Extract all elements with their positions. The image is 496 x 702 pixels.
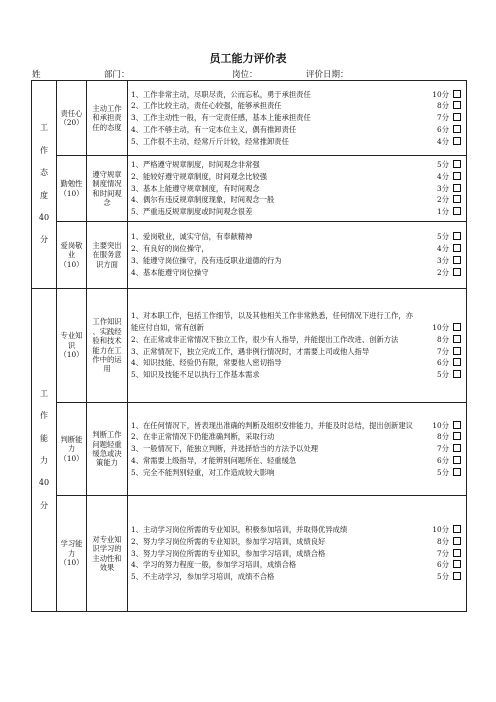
rating-score[interactable] [437, 194, 461, 206]
rating-option-text: 1、工作非常主动，尽职尽责，公而忘私，勇于承担责任 [131, 89, 311, 99]
rating-options [128, 81, 467, 156]
score-checkbox[interactable] [453, 323, 461, 331]
rating-option [131, 443, 463, 455]
rating-option [131, 255, 463, 267]
category-spacer [32, 179, 56, 191]
score-checkbox[interactable] [453, 113, 461, 121]
criterion-name: 爱岗敬 业 （10） [57, 222, 87, 289]
rating-score[interactable] [437, 369, 461, 381]
criterion-name: 责任心 （20） [57, 81, 87, 156]
score-value: 7分 [437, 113, 449, 123]
score-value: 5分 [437, 467, 449, 477]
rating-option [131, 310, 463, 334]
rating-option [131, 431, 463, 443]
category-spacer [32, 422, 56, 434]
score-checkbox[interactable] [453, 268, 461, 276]
criterion-description: 遵守规章 制度情况 和时间观 念 [87, 156, 128, 222]
rating-score[interactable] [437, 357, 461, 369]
rating-score[interactable] [437, 334, 461, 346]
score-value: 10分 [432, 525, 449, 534]
rating-score[interactable] [437, 443, 461, 455]
rating-option [131, 334, 463, 346]
rating-option-text: 3、能遵守岗位操守，没有违反职业道德的行为 [131, 256, 282, 265]
name-label: 姓 [32, 70, 41, 80]
score-checkbox[interactable] [453, 421, 461, 429]
category-spacer [32, 156, 56, 168]
score-value: 5分 [437, 572, 449, 582]
score-checkbox[interactable] [453, 160, 461, 168]
score-value: 10分 [432, 420, 449, 430]
rating-options [128, 496, 467, 612]
rating-option-text: 1、对本职工作，包括工作细节，以及其他相关工作非常熟悉，任何情况下进行工作，亦能应付自如，常有创新 [131, 311, 413, 332]
rating-option [131, 548, 463, 560]
score-checkbox[interactable] [453, 468, 461, 476]
score-checkbox[interactable] [453, 525, 461, 533]
rating-option-text: 2、努力学习岗位所需的专业知识，参加学习培训，成绩良好 [131, 536, 326, 546]
score-value: 5分 [437, 232, 449, 242]
category-cell [32, 289, 57, 612]
score-checkbox[interactable] [453, 232, 461, 240]
score-value: 4分 [437, 244, 449, 254]
rating-score[interactable] [432, 89, 461, 101]
rating-score[interactable] [437, 231, 461, 243]
score-value: 4分 [437, 136, 449, 146]
rating-option-text: 5、工作很不主动，经常斤斤计较，经常推卸责任 [131, 136, 289, 146]
criteria-row [32, 156, 467, 222]
rating-option [131, 346, 463, 358]
category-spacer [32, 134, 56, 146]
category-spacer [32, 444, 56, 456]
rating-option [131, 159, 463, 171]
rating-option [131, 467, 463, 479]
rating-options [128, 222, 467, 289]
category-spacer [32, 466, 56, 478]
rating-option-text: 1、爱岗敬业，诚实守信，有奉献精神 [131, 232, 253, 242]
score-value: 2分 [437, 267, 449, 277]
rating-option [131, 243, 463, 255]
rating-option [131, 124, 463, 136]
rating-option [131, 171, 463, 183]
score-checkbox[interactable] [453, 172, 461, 180]
score-value: 1分 [437, 207, 449, 217]
rating-score[interactable] [437, 255, 461, 267]
criterion-description: 对专业知 识学习的 主动性和 效果 [87, 496, 128, 612]
rating-option [131, 524, 463, 536]
rating-option [131, 536, 463, 548]
score-checkbox[interactable] [453, 256, 461, 264]
rating-option-text: 4、常需要上级指导，才能辨别问题所在、轻重缓急 [131, 455, 297, 465]
rating-option [131, 420, 463, 432]
rating-option-text: 1、严格遵守规章制度，时间观念非常强 [131, 160, 260, 169]
evaluation-date-label: 评价日期： [306, 70, 349, 80]
category-cell [32, 81, 57, 289]
rating-options [128, 156, 467, 222]
category-spacer [32, 223, 56, 235]
category-char: 分 [40, 500, 48, 510]
score-checkbox[interactable] [453, 456, 461, 464]
rating-option [131, 267, 463, 279]
rating-option [131, 100, 463, 112]
score-value: 8分 [437, 101, 449, 111]
rating-option-text: 5、严重违反规章制度或时间观念很差 [131, 207, 253, 217]
score-checkbox[interactable] [453, 572, 461, 580]
rating-score[interactable] [437, 455, 461, 467]
rating-option [131, 89, 463, 101]
rating-option-text: 3、一般情况下，能独立判断，并选择恰当的方法予以处理 [131, 444, 319, 454]
criteria-row [32, 289, 467, 403]
criteria-row [32, 403, 467, 496]
rating-score[interactable] [437, 559, 461, 571]
rating-option-text: 3、工作主动性一般，有一定责任感，基本上能承担责任 [131, 113, 311, 123]
score-value: 3分 [437, 256, 449, 265]
rating-option [131, 369, 463, 381]
rating-option-text: 4、工作不够主动，有一定本位主义，偶有推卸责任 [131, 124, 297, 134]
score-checkbox[interactable] [453, 90, 461, 98]
rating-score[interactable] [432, 524, 461, 536]
score-checkbox[interactable] [453, 444, 461, 452]
criterion-description: 工作知识 、实践经 验和技术 能力在工 作中的运 用 [87, 289, 128, 403]
rating-score[interactable] [437, 183, 461, 195]
score-value: 8分 [437, 536, 449, 546]
rating-score[interactable] [437, 548, 461, 560]
rating-option-text: 3、努力学习岗位所需的专业知识，参加学习培训，成绩合格 [131, 548, 326, 558]
score-value: 10分 [432, 322, 449, 332]
category-char: 能 [40, 433, 48, 443]
score-value: 4分 [437, 171, 449, 181]
category-spacer [32, 399, 56, 411]
rating-option [131, 559, 463, 571]
score-checkbox[interactable] [453, 560, 461, 568]
rating-option [131, 112, 463, 124]
rating-option [131, 231, 463, 243]
score-checkbox[interactable] [453, 335, 461, 343]
score-value: 2分 [437, 195, 449, 205]
rating-option-text: 2、在非正常情况下仍能准确判断，采取行动 [131, 432, 275, 442]
rating-option [131, 194, 463, 206]
category-char: 分 [40, 235, 48, 245]
rating-score[interactable] [437, 100, 461, 112]
rating-option [131, 455, 463, 467]
category-spacer [32, 489, 56, 501]
score-checkbox[interactable] [453, 184, 461, 192]
rating-option-text: 4、偶尔有违反规章制度现象，时间观念一般 [131, 195, 275, 205]
rating-score[interactable] [437, 206, 461, 218]
category-char: 态 [40, 168, 48, 178]
criterion-description: 主动工作 和承担责 任的态度 [87, 81, 128, 156]
rating-option [131, 571, 463, 583]
score-checkbox[interactable] [453, 195, 461, 203]
rating-option [131, 183, 463, 195]
score-value: 3分 [437, 183, 449, 193]
score-checkbox[interactable] [453, 207, 461, 215]
criteria-row [32, 222, 467, 289]
post-label: 岗位： [232, 70, 258, 80]
rating-option-text: 1、主动学习岗位所需的专业知识，积极参加培训，并取得优异成绩 [131, 525, 348, 534]
rating-option-text: 4、知识技能、经验仍有限，常要他人密切指导 [131, 358, 282, 368]
category-char: 作 [40, 411, 48, 421]
criterion-description: 主要突出 在服务意 识方面 [87, 222, 128, 289]
rating-score[interactable] [437, 467, 461, 479]
criterion-name: 勤勉性 （10） [57, 156, 87, 222]
criteria-row [32, 496, 467, 612]
rating-option-text: 5、完全不能判别轻重，对工作造成较大影响 [131, 467, 275, 477]
rating-option-text: 2、在正常或非正常情况下独立工作，很少有人指导，并能提出工作改进、创新方法 [131, 334, 399, 344]
rating-score[interactable] [437, 112, 461, 124]
criterion-name: 学习能 力 （10） [57, 496, 87, 612]
score-value: 7分 [437, 548, 449, 558]
score-value: 10分 [432, 89, 449, 99]
category-char: 度 [40, 190, 48, 200]
rating-options [128, 403, 467, 496]
criterion-description: 判断工作 问题轻重 缓急或决 策能力 [87, 403, 128, 496]
rating-score[interactable] [437, 159, 461, 171]
rating-option [131, 357, 463, 369]
rating-option-text: 3、正常情况下，独立完成工作，遇非例行情况时，才需要上司或他人指导 [131, 346, 370, 356]
score-value: 8分 [437, 334, 449, 344]
score-value: 6分 [437, 358, 449, 368]
score-checkbox[interactable] [453, 358, 461, 366]
category-char: 40 [38, 212, 50, 222]
score-checkbox[interactable] [453, 537, 461, 545]
rating-score[interactable] [437, 124, 461, 136]
score-checkbox[interactable] [453, 347, 461, 355]
rating-score[interactable] [437, 171, 461, 183]
score-checkbox[interactable] [453, 125, 461, 133]
rating-score[interactable] [437, 243, 461, 255]
criterion-name: 专业知 识 （10） [57, 289, 87, 403]
score-value: 5分 [437, 160, 449, 169]
criteria-row [32, 81, 467, 156]
form-title: 员工能力评价表 [209, 52, 287, 65]
score-value: 6分 [437, 455, 449, 465]
rating-option-text: 4、学习的努力程度一般，参加学习培训，成绩合格 [131, 560, 297, 570]
category-char: 40 [38, 478, 50, 488]
rating-score[interactable] [437, 346, 461, 358]
score-value: 5分 [437, 370, 449, 380]
rating-option-text: 2、有良好的岗位操守， [131, 244, 209, 254]
rating-option-text: 2、能较好遵守规章制度，时间观念比较强 [131, 171, 267, 181]
rating-score[interactable] [437, 571, 461, 583]
category-char: 作 [40, 145, 48, 155]
score-checkbox[interactable] [453, 244, 461, 252]
rating-score[interactable] [437, 136, 461, 148]
score-value: 6分 [437, 124, 449, 134]
score-value: 7分 [437, 444, 449, 454]
category-char: 工 [40, 388, 48, 398]
department-label: 部门： [104, 70, 130, 80]
criterion-name: 判断能 力 （10） [57, 403, 87, 496]
rating-score[interactable] [437, 431, 461, 443]
evaluation-table [31, 80, 467, 612]
score-value: 8分 [437, 432, 449, 442]
score-checkbox[interactable] [453, 101, 461, 109]
rating-option-text: 1、在任何情况下，皆表现出准确的判断及组织安排能力，并能及时总结，提出创新建议 [131, 420, 413, 430]
score-value: 7分 [437, 346, 449, 356]
score-checkbox[interactable] [453, 549, 461, 557]
rating-option-text: 5、知识及技能不足以执行工作基本需求 [131, 370, 260, 380]
rating-score[interactable] [437, 536, 461, 548]
score-checkbox[interactable] [453, 432, 461, 440]
rating-option-text: 4、基本能遵守岗位操守 [131, 267, 209, 277]
rating-option-text: 3、基本上能遵守规章制度，有时间观念 [131, 183, 260, 193]
rating-score[interactable] [437, 267, 461, 279]
score-checkbox[interactable] [453, 370, 461, 378]
rating-option [131, 136, 463, 148]
rating-score[interactable] [432, 322, 461, 334]
rating-option [131, 206, 463, 218]
category-char: 力 [40, 456, 48, 465]
rating-score[interactable] [432, 420, 461, 432]
category-spacer [32, 201, 56, 213]
score-checkbox[interactable] [453, 137, 461, 145]
rating-option-text: 2、工作比较主动，责任心较强，能够承担责任 [131, 101, 282, 111]
score-value: 6分 [437, 560, 449, 570]
rating-option-text: 5、不主动学习，参加学习培训，成绩不合格 [131, 572, 275, 582]
rating-options [128, 289, 467, 403]
category-char: 工 [40, 123, 48, 133]
